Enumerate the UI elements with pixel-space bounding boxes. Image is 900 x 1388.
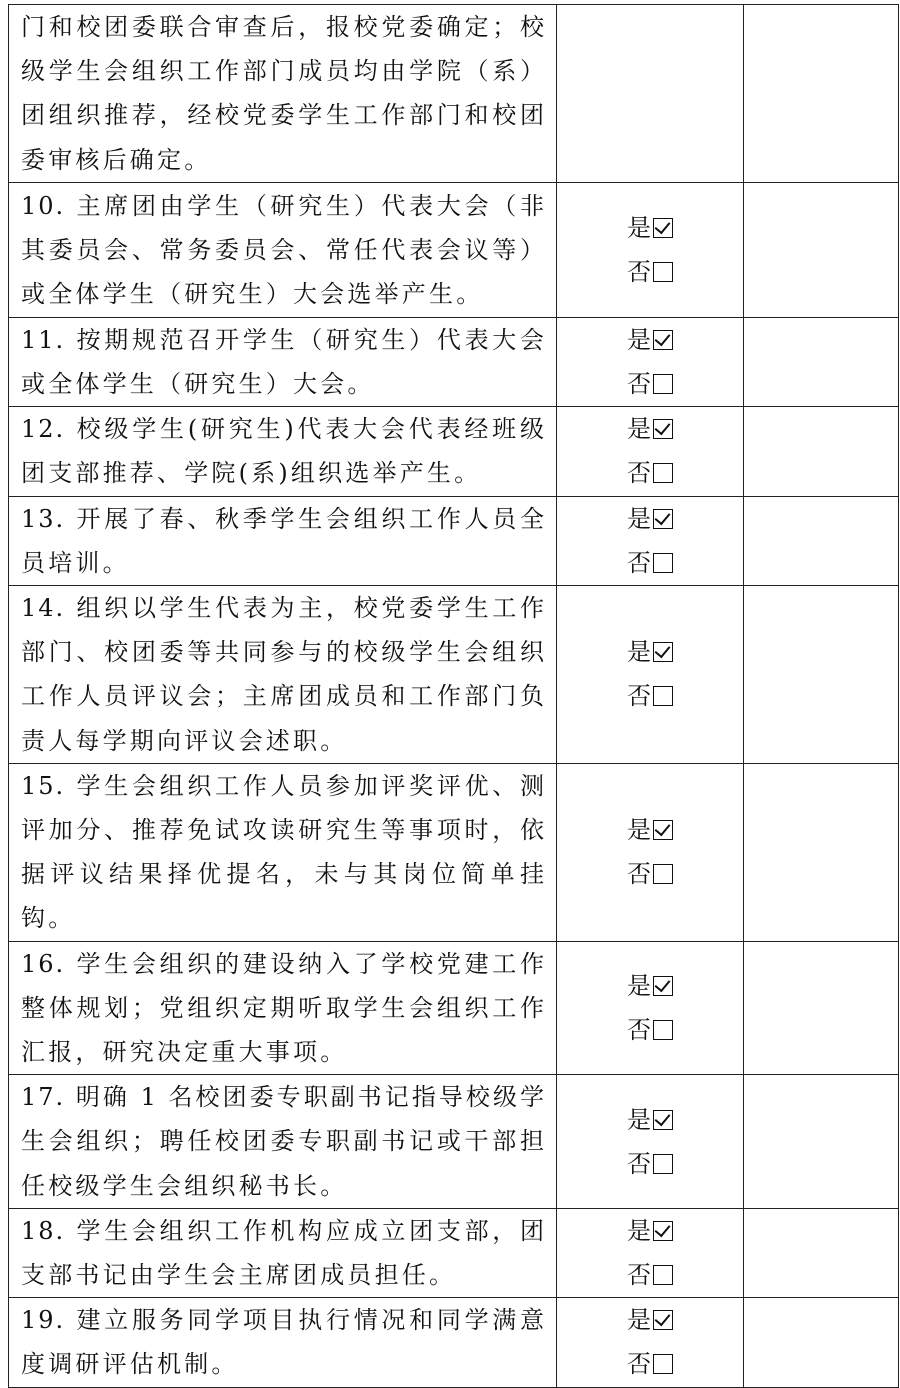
item-text-line: 级学生会组织工作部门成员均由学院（系） <box>21 57 546 86</box>
item-text-line: 12. 校级学生(研究生)代表大会代表经班级 <box>21 415 546 444</box>
item-description <box>9 1208 557 1297</box>
option-yes[interactable] <box>557 407 743 451</box>
option-no[interactable] <box>557 451 743 495</box>
item-text-line: 支部书记由学生会主席团成员担任。 <box>21 1261 457 1290</box>
option-no-label: 否 <box>627 682 651 711</box>
item-text-line: 其委员会、常务委员会、常任代表会议等） <box>21 235 546 264</box>
item-description <box>9 1298 557 1387</box>
table-row <box>9 182 899 317</box>
option-yes-label: 是 <box>627 638 651 667</box>
yes-no-cell <box>557 763 744 941</box>
option-no[interactable] <box>557 362 743 406</box>
item-text-line: 汇报，研究决定重大事项。 <box>21 1038 348 1067</box>
option-yes-label: 是 <box>627 971 651 1000</box>
yes-no-cell <box>557 5 744 183</box>
checked-checkbox-icon[interactable] <box>653 1221 673 1241</box>
yes-no-cell <box>557 1298 744 1387</box>
item-text-line: 团组织推荐，经校党委学生工作部门和校团 <box>21 101 546 130</box>
item-description <box>9 763 557 941</box>
checked-checkbox-icon[interactable] <box>653 419 673 439</box>
item-text-line: 钩。 <box>21 904 76 933</box>
option-no-label: 否 <box>627 257 651 286</box>
option-no[interactable] <box>557 250 743 294</box>
option-yes[interactable] <box>557 808 743 852</box>
option-no[interactable] <box>557 1142 743 1186</box>
item-description <box>9 941 557 1075</box>
option-yes[interactable] <box>557 1298 743 1342</box>
remarks-cell <box>744 407 899 496</box>
remarks-cell <box>744 182 899 317</box>
item-text-line: 10. 主席团由学生（研究生）代表大会（非 <box>21 191 546 220</box>
item-text-line: 任校级学生会组织秘书长。 <box>21 1171 348 1200</box>
checked-checkbox-icon[interactable] <box>653 820 673 840</box>
table-row <box>9 586 899 764</box>
table-row <box>9 941 899 1075</box>
option-yes[interactable] <box>557 1098 743 1142</box>
item-text-line: 或全体学生（研究生）大会。 <box>21 370 375 399</box>
option-no-label: 否 <box>627 1350 651 1379</box>
item-text-line: 或全体学生（研究生）大会选举产生。 <box>21 279 484 308</box>
remarks-cell <box>744 1208 899 1297</box>
empty-checkbox-icon[interactable] <box>653 686 673 706</box>
option-no-label: 否 <box>627 1015 651 1044</box>
item-text-line: 13. 开展了春、秋季学生会组织工作人员全 <box>21 504 546 533</box>
item-text-line: 度调研评估机制。 <box>21 1350 239 1379</box>
empty-checkbox-icon[interactable] <box>653 1265 673 1285</box>
table-row <box>9 1298 899 1387</box>
yes-no-cell <box>557 1075 744 1209</box>
item-text-line: 生会组织；聘任校团委专职副书记或干部担 <box>21 1127 546 1156</box>
option-yes[interactable] <box>557 1209 743 1253</box>
option-no-label: 否 <box>627 370 651 399</box>
option-yes-label: 是 <box>627 326 651 355</box>
item-text-line: 评加分、推荐免试攻读研究生等事项时，依 <box>21 816 546 845</box>
checked-checkbox-icon[interactable] <box>653 509 673 529</box>
option-yes-label: 是 <box>627 1306 651 1335</box>
item-text-line: 14. 组织以学生代表为主，校党委学生工作 <box>21 594 546 623</box>
item-text-line: 部门、校团委等共同参与的校级学生会组织 <box>21 638 546 667</box>
table-row <box>9 1075 899 1209</box>
table-row <box>9 407 899 496</box>
checked-checkbox-icon[interactable] <box>653 1110 673 1130</box>
checked-checkbox-icon[interactable] <box>653 1310 673 1330</box>
checked-checkbox-icon[interactable] <box>653 218 673 238</box>
checked-checkbox-icon[interactable] <box>653 642 673 662</box>
table-row <box>9 1208 899 1297</box>
item-text-line: 18. 学生会组织工作机构应成立团支部，团 <box>21 1216 546 1245</box>
item-description <box>9 5 557 183</box>
option-yes-label: 是 <box>627 213 651 242</box>
option-yes[interactable] <box>557 206 743 250</box>
empty-checkbox-icon[interactable] <box>653 553 673 573</box>
remarks-cell <box>744 941 899 1075</box>
remarks-cell <box>744 763 899 941</box>
option-no[interactable] <box>557 852 743 896</box>
yes-no-cell <box>557 496 744 585</box>
option-no-label: 否 <box>627 1261 651 1290</box>
empty-checkbox-icon[interactable] <box>653 864 673 884</box>
yes-no-cell <box>557 317 744 406</box>
item-text-line: 整体规划；党组织定期听取学生会组织工作 <box>21 993 546 1022</box>
item-description <box>9 496 557 585</box>
item-text-line: 11. 按期规范召开学生（研究生）代表大会 <box>21 325 546 354</box>
remarks-cell <box>744 317 899 406</box>
table-row <box>9 5 899 183</box>
option-yes-label: 是 <box>627 504 651 533</box>
option-no-label: 否 <box>627 860 651 889</box>
remarks-cell <box>744 496 899 585</box>
checked-checkbox-icon[interactable] <box>653 330 673 350</box>
remarks-cell <box>744 586 899 764</box>
yes-no-cell <box>557 1208 744 1297</box>
table-row <box>9 317 899 406</box>
option-yes[interactable] <box>557 497 743 541</box>
yes-no-cell <box>557 407 744 496</box>
item-text-line: 15. 学生会组织工作人员参加评奖评优、测 <box>21 771 546 800</box>
yes-no-cell <box>557 586 744 764</box>
empty-checkbox-icon[interactable] <box>653 1020 673 1040</box>
remarks-cell <box>744 1075 899 1209</box>
option-no[interactable] <box>557 541 743 585</box>
option-yes-label: 是 <box>627 1217 651 1246</box>
option-no[interactable] <box>557 1342 743 1386</box>
item-text-line: 19. 建立服务同学项目执行情况和同学满意 <box>21 1306 546 1335</box>
empty-checkbox-icon[interactable] <box>653 1154 673 1174</box>
empty-checkbox-icon[interactable] <box>653 1354 673 1374</box>
remarks-cell <box>744 5 899 183</box>
item-text-line: 17. 明确 1 名校团委专职副书记指导校级学 <box>21 1083 546 1112</box>
option-yes-label: 是 <box>627 816 651 845</box>
item-text-line: 团支部推荐、学院(系)组织选举产生。 <box>21 459 482 488</box>
option-no[interactable] <box>557 1253 743 1297</box>
item-text-line: 员培训。 <box>21 548 130 577</box>
empty-checkbox-icon[interactable] <box>653 374 673 394</box>
item-text-line: 工作人员评议会；主席团成员和工作部门负 <box>21 682 546 711</box>
item-text-line: 门和校团委联合审查后，报校党委确定；校 <box>21 13 546 41</box>
item-text-line: 责人每学期向评议会述职。 <box>21 726 348 755</box>
checklist-body <box>9 5 899 1388</box>
option-yes[interactable] <box>557 964 743 1008</box>
item-description <box>9 317 557 406</box>
option-yes[interactable] <box>557 318 743 362</box>
item-description <box>9 1075 557 1209</box>
option-no-label: 否 <box>627 1149 651 1178</box>
item-text-line: 16. 学生会组织的建设纳入了学校党建工作 <box>21 949 546 978</box>
table-row <box>9 496 899 585</box>
item-text-line: 委审核后确定。 <box>21 145 212 174</box>
empty-checkbox-icon[interactable] <box>653 262 673 282</box>
item-description <box>9 586 557 764</box>
item-description <box>9 407 557 496</box>
option-no[interactable] <box>557 674 743 718</box>
checked-checkbox-icon[interactable] <box>653 976 673 996</box>
yes-no-cell <box>557 941 744 1075</box>
option-yes-label: 是 <box>627 1105 651 1134</box>
checklist-table <box>8 4 899 1388</box>
empty-checkbox-icon[interactable] <box>653 463 673 483</box>
item-description <box>9 182 557 317</box>
item-text-line: 据评议结果择优提名，未与其岗位简单挂 <box>21 860 546 889</box>
option-no-label: 否 <box>627 548 651 577</box>
option-yes[interactable] <box>557 630 743 674</box>
option-yes-label: 是 <box>627 415 651 444</box>
option-no[interactable] <box>557 1008 743 1052</box>
yes-no-cell <box>557 182 744 317</box>
remarks-cell <box>744 1298 899 1387</box>
option-no-label: 否 <box>627 459 651 488</box>
table-row <box>9 763 899 941</box>
